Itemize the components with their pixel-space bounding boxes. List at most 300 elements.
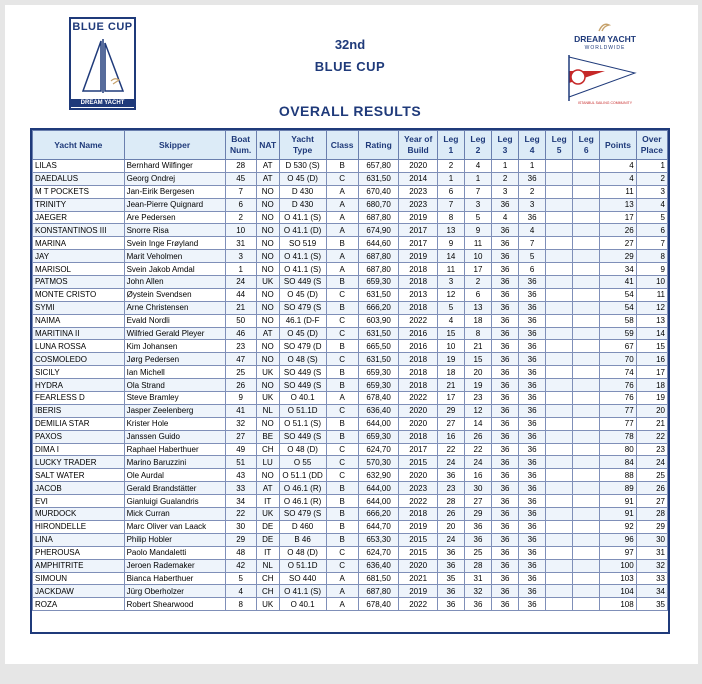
cell-leg-6 <box>573 185 600 198</box>
cell-nat: LU <box>256 456 279 469</box>
cell-yacht-name: JAY <box>33 250 125 263</box>
results-title: OVERALL RESULTS <box>278 103 422 119</box>
cell-leg-3: 36 <box>492 379 519 392</box>
cell-nat: NO <box>256 250 279 263</box>
cell-yacht-name: SICILY <box>33 366 125 379</box>
column-header-leg-2: Leg 2 <box>464 131 491 160</box>
cell-year-of-build: 2023 <box>399 198 438 211</box>
cell-boat-num: 47 <box>225 353 256 366</box>
column-header-rating: Rating <box>358 131 399 160</box>
cell-yacht-type: SO 519 <box>279 237 326 250</box>
brand-name: DREAM YACHT <box>574 34 636 44</box>
cell-leg-6 <box>573 237 600 250</box>
table-row <box>33 172 668 185</box>
cell-leg-5 <box>546 392 573 405</box>
cell-points: 91 <box>600 495 636 508</box>
cell-yacht-name: DEMILIA STAR <box>33 417 125 430</box>
cell-overall-place: 32 <box>636 559 667 572</box>
cell-class: B <box>326 495 358 508</box>
cell-nat: NO <box>256 185 279 198</box>
cell-yacht-type: O 46.1 (R) <box>279 482 326 495</box>
cell-yacht-name: HYDRA <box>33 379 125 392</box>
dream-yacht-logo <box>565 20 645 106</box>
cell-points: 4 <box>600 160 636 173</box>
cell-leg-3: 36 <box>492 366 519 379</box>
cell-leg-4: 36 <box>519 301 546 314</box>
table-row <box>33 520 668 533</box>
brand-sub: WORLDWIDE <box>584 45 626 51</box>
cell-leg-6 <box>573 430 600 443</box>
cell-nat: NO <box>256 198 279 211</box>
cell-yacht-name: JAEGER <box>33 211 125 224</box>
cell-boat-num: 25 <box>225 366 256 379</box>
cell-leg-4: 36 <box>519 572 546 585</box>
cell-yacht-name: JACKDAW <box>33 585 125 598</box>
cell-leg-4: 36 <box>519 366 546 379</box>
cell-yacht-name: SIMOUN <box>33 572 125 585</box>
cell-leg-3: 2 <box>492 172 519 185</box>
cell-leg-1: 26 <box>437 508 464 521</box>
cell-leg-6 <box>573 482 600 495</box>
cell-skipper: Arne Christensen <box>124 301 225 314</box>
cell-year-of-build: 2018 <box>399 379 438 392</box>
cell-year-of-build: 2020 <box>399 559 438 572</box>
table-header-row <box>33 131 668 160</box>
cell-yacht-type: O 51.1D <box>279 559 326 572</box>
cell-year-of-build: 2019 <box>399 250 438 263</box>
cell-points: 104 <box>600 585 636 598</box>
cell-class: B <box>326 482 358 495</box>
cell-yacht-name: MARISOL <box>33 263 125 276</box>
cell-leg-1: 18 <box>437 366 464 379</box>
logo-caption: ISTANBUL SAILING COMMUNITY <box>577 101 633 105</box>
cell-leg-3: 36 <box>492 456 519 469</box>
cell-overall-place: 3 <box>636 185 667 198</box>
cell-overall-place: 26 <box>636 482 667 495</box>
cell-leg-6 <box>573 224 600 237</box>
cell-nat: NO <box>256 263 279 276</box>
cell-nat: AT <box>256 482 279 495</box>
cell-skipper: Jürg Oberholzer <box>124 585 225 598</box>
cell-nat: UK <box>256 598 279 611</box>
cell-overall-place: 24 <box>636 456 667 469</box>
cell-leg-1: 3 <box>437 276 464 289</box>
cell-yacht-type: O 45 (D) <box>279 327 326 340</box>
cell-leg-3: 3 <box>492 185 519 198</box>
cell-leg-1: 5 <box>437 301 464 314</box>
cell-overall-place: 25 <box>636 469 667 482</box>
table-row <box>33 456 668 469</box>
cell-overall-place: 20 <box>636 404 667 417</box>
table-row <box>33 314 668 327</box>
cell-yacht-type: D 460 <box>279 520 326 533</box>
cell-skipper: Jeroen Rademaker <box>124 559 225 572</box>
cell-points: 29 <box>600 250 636 263</box>
cell-yacht-type: O 45 (D) <box>279 172 326 185</box>
cell-class: B <box>326 379 358 392</box>
cell-boat-num: 41 <box>225 404 256 417</box>
cell-boat-num: 8 <box>225 598 256 611</box>
cell-leg-2: 9 <box>464 224 491 237</box>
cell-leg-4: 36 <box>519 404 546 417</box>
cell-leg-2: 11 <box>464 237 491 250</box>
cell-leg-1: 6 <box>437 185 464 198</box>
cell-skipper: Wilfried Gerald Pleyer <box>124 327 225 340</box>
cell-year-of-build: 2018 <box>399 430 438 443</box>
cell-nat: NO <box>256 353 279 366</box>
cell-leg-5 <box>546 353 573 366</box>
cell-points: 58 <box>600 314 636 327</box>
cell-nat: NO <box>256 301 279 314</box>
cell-class: A <box>326 224 358 237</box>
cell-leg-5 <box>546 572 573 585</box>
cell-nat: AT <box>256 160 279 173</box>
cell-boat-num: 51 <box>225 456 256 469</box>
cell-boat-num: 49 <box>225 443 256 456</box>
cell-skipper: Georg Ondrej <box>124 172 225 185</box>
cell-leg-5 <box>546 379 573 392</box>
cell-yacht-type: SO 449 (S <box>279 379 326 392</box>
cell-yacht-name: PHEROUSA <box>33 546 125 559</box>
cell-leg-4: 36 <box>519 559 546 572</box>
cell-nat: BE <box>256 430 279 443</box>
table-row <box>33 508 668 521</box>
cell-yacht-name: MARINA <box>33 237 125 250</box>
cell-yacht-type: D 430 <box>279 185 326 198</box>
cell-leg-6 <box>573 288 600 301</box>
cell-overall-place: 31 <box>636 546 667 559</box>
cell-boat-num: 30 <box>225 520 256 533</box>
cell-yacht-type: SO 479 (S <box>279 301 326 314</box>
cell-yacht-name: LUCKY TRADER <box>33 456 125 469</box>
cell-points: 34 <box>600 263 636 276</box>
cell-leg-6 <box>573 520 600 533</box>
cell-leg-3: 36 <box>492 533 519 546</box>
cell-yacht-type: O 46.1 (R) <box>279 495 326 508</box>
cell-points: 67 <box>600 340 636 353</box>
cell-leg-5 <box>546 185 573 198</box>
cell-leg-2: 18 <box>464 314 491 327</box>
column-header-boat-num: Boat Num. <box>225 131 256 160</box>
table-row <box>33 443 668 456</box>
cell-leg-6 <box>573 598 600 611</box>
cell-yacht-type: O 55 <box>279 456 326 469</box>
cell-class: B <box>326 520 358 533</box>
cell-leg-5 <box>546 211 573 224</box>
cell-boat-num: 44 <box>225 288 256 301</box>
cell-nat: NL <box>256 559 279 572</box>
cell-leg-1: 9 <box>437 237 464 250</box>
cell-leg-4: 36 <box>519 482 546 495</box>
cell-yacht-name: DAEDALUS <box>33 172 125 185</box>
cell-yacht-type: SO 479 (S <box>279 508 326 521</box>
table-row <box>33 340 668 353</box>
cell-year-of-build: 2021 <box>399 572 438 585</box>
cell-nat: UK <box>256 392 279 405</box>
cell-leg-3: 36 <box>492 250 519 263</box>
cell-boat-num: 33 <box>225 482 256 495</box>
cell-nat: IT <box>256 546 279 559</box>
cell-boat-num: 1 <box>225 263 256 276</box>
cell-skipper: Jan-Eirik Bergesen <box>124 185 225 198</box>
cell-leg-2: 32 <box>464 585 491 598</box>
cell-leg-3: 36 <box>492 237 519 250</box>
cell-skipper: Mick Curran <box>124 508 225 521</box>
cell-points: 4 <box>600 172 636 185</box>
cell-leg-4: 36 <box>519 379 546 392</box>
cell-yacht-type: O 41.1 (D) <box>279 224 326 237</box>
cell-nat: AT <box>256 172 279 185</box>
cell-overall-place: 11 <box>636 288 667 301</box>
cell-class: B <box>326 160 358 173</box>
cell-rating: 624,70 <box>358 546 399 559</box>
column-header-points: Points <box>600 131 636 160</box>
cell-leg-3: 36 <box>492 198 519 211</box>
cell-leg-5 <box>546 301 573 314</box>
cell-leg-3: 36 <box>492 417 519 430</box>
table-row <box>33 250 668 263</box>
cell-leg-2: 31 <box>464 572 491 585</box>
cell-skipper: Philip Hobler <box>124 533 225 546</box>
cell-leg-6 <box>573 508 600 521</box>
cell-leg-3: 36 <box>492 559 519 572</box>
cell-leg-1: 14 <box>437 250 464 263</box>
cell-overall-place: 34 <box>636 585 667 598</box>
cell-overall-place: 6 <box>636 224 667 237</box>
cell-overall-place: 23 <box>636 443 667 456</box>
cell-leg-1: 36 <box>437 559 464 572</box>
cell-leg-1: 19 <box>437 353 464 366</box>
cell-class: A <box>326 598 358 611</box>
cell-leg-5 <box>546 533 573 546</box>
table-row <box>33 366 668 379</box>
cell-yacht-type: O 40.1 <box>279 598 326 611</box>
cell-leg-3: 36 <box>492 301 519 314</box>
cell-leg-4: 36 <box>519 392 546 405</box>
cell-leg-4: 36 <box>519 327 546 340</box>
cell-year-of-build: 2015 <box>399 456 438 469</box>
cell-nat: UK <box>256 366 279 379</box>
window-edge-right <box>698 0 702 684</box>
cell-yacht-name: JACOB <box>33 482 125 495</box>
cell-boat-num: 5 <box>225 572 256 585</box>
cell-yacht-type: SO 440 <box>279 572 326 585</box>
cell-points: 13 <box>600 198 636 211</box>
cell-leg-6 <box>573 211 600 224</box>
cell-leg-2: 36 <box>464 520 491 533</box>
cell-yacht-name: EVI <box>33 495 125 508</box>
cell-leg-2: 23 <box>464 392 491 405</box>
cell-rating: 687,80 <box>358 211 399 224</box>
cell-rating: 644,00 <box>358 482 399 495</box>
cell-leg-6 <box>573 314 600 327</box>
cell-yacht-type: D 530 (S) <box>279 160 326 173</box>
cell-overall-place: 16 <box>636 353 667 366</box>
cell-skipper: Kim Johansen <box>124 340 225 353</box>
cell-year-of-build: 2022 <box>399 495 438 508</box>
cell-leg-4: 36 <box>519 520 546 533</box>
cell-yacht-type: 46.1 (D-F <box>279 314 326 327</box>
cell-leg-1: 11 <box>437 263 464 276</box>
cell-leg-5 <box>546 495 573 508</box>
column-header-yacht-type: Yacht Type <box>279 131 326 160</box>
cell-yacht-name: NAIMA <box>33 314 125 327</box>
cell-leg-3: 36 <box>492 585 519 598</box>
cell-overall-place: 7 <box>636 237 667 250</box>
cell-leg-1: 21 <box>437 379 464 392</box>
cell-points: 103 <box>600 572 636 585</box>
cell-rating: 653,30 <box>358 533 399 546</box>
cell-leg-3: 36 <box>492 495 519 508</box>
table-row <box>33 430 668 443</box>
cell-leg-3: 36 <box>492 430 519 443</box>
cell-boat-num: 28 <box>225 160 256 173</box>
table-row <box>33 495 668 508</box>
cell-leg-2: 6 <box>464 288 491 301</box>
cell-year-of-build: 2019 <box>399 520 438 533</box>
cell-yacht-name: DIMA I <box>33 443 125 456</box>
cell-rating: 632,90 <box>358 469 399 482</box>
cell-leg-4: 36 <box>519 211 546 224</box>
cell-boat-num: 31 <box>225 237 256 250</box>
column-header-class: Class <box>326 131 358 160</box>
cell-points: 41 <box>600 276 636 289</box>
cell-nat: NO <box>256 469 279 482</box>
cell-leg-1: 20 <box>437 520 464 533</box>
results-table <box>32 130 668 611</box>
cell-rating: 687,80 <box>358 263 399 276</box>
cell-leg-5 <box>546 430 573 443</box>
cell-yacht-type: O 51.1D <box>279 404 326 417</box>
cell-class: B <box>326 366 358 379</box>
column-header-yacht-name: Yacht Name <box>33 131 125 160</box>
cell-leg-2: 15 <box>464 353 491 366</box>
cell-points: 96 <box>600 533 636 546</box>
cell-leg-6 <box>573 443 600 456</box>
cell-leg-2: 36 <box>464 598 491 611</box>
cell-overall-place: 2 <box>636 172 667 185</box>
cell-class: C <box>326 314 358 327</box>
cell-nat: NO <box>256 237 279 250</box>
cell-leg-1: 35 <box>437 572 464 585</box>
cell-points: 80 <box>600 443 636 456</box>
cell-leg-6 <box>573 301 600 314</box>
cell-yacht-name: LILAS <box>33 160 125 173</box>
cell-leg-5 <box>546 443 573 456</box>
cell-leg-1: 10 <box>437 340 464 353</box>
cell-skipper: Ian Michell <box>124 366 225 379</box>
cell-leg-4: 36 <box>519 456 546 469</box>
cell-boat-num: 50 <box>225 314 256 327</box>
cell-nat: NO <box>256 314 279 327</box>
cell-class: A <box>326 185 358 198</box>
cell-class: A <box>326 585 358 598</box>
cell-nat: NL <box>256 404 279 417</box>
cell-points: 84 <box>600 456 636 469</box>
cell-leg-3: 36 <box>492 392 519 405</box>
cell-year-of-build: 2018 <box>399 366 438 379</box>
cell-leg-2: 13 <box>464 301 491 314</box>
cell-leg-2: 7 <box>464 185 491 198</box>
cell-leg-4: 36 <box>519 598 546 611</box>
cell-leg-3: 36 <box>492 469 519 482</box>
cell-year-of-build: 2022 <box>399 392 438 405</box>
cell-yacht-name: IBERIS <box>33 404 125 417</box>
cell-leg-3: 36 <box>492 520 519 533</box>
cell-leg-6 <box>573 160 600 173</box>
cell-yacht-type: D 430 <box>279 198 326 211</box>
cell-skipper: Paolo Mandaletti <box>124 546 225 559</box>
cell-rating: 636,40 <box>358 559 399 572</box>
cell-nat: NO <box>256 211 279 224</box>
cell-overall-place: 14 <box>636 327 667 340</box>
cell-leg-6 <box>573 392 600 405</box>
cell-rating: 631,50 <box>358 172 399 185</box>
cell-overall-place: 1 <box>636 160 667 173</box>
cell-yacht-name: PAXOS <box>33 430 125 443</box>
cell-leg-3: 36 <box>492 443 519 456</box>
cell-rating: 674,90 <box>358 224 399 237</box>
cell-year-of-build: 2020 <box>399 469 438 482</box>
cell-yacht-name: MURDOCK <box>33 508 125 521</box>
cell-overall-place: 22 <box>636 430 667 443</box>
cell-leg-2: 22 <box>464 443 491 456</box>
table-body <box>33 160 668 611</box>
cell-leg-4: 36 <box>519 276 546 289</box>
cell-class: C <box>326 327 358 340</box>
cell-yacht-name: SALT WATER <box>33 469 125 482</box>
cell-points: 27 <box>600 237 636 250</box>
cell-leg-2: 16 <box>464 469 491 482</box>
cell-leg-2: 25 <box>464 546 491 559</box>
table-row <box>33 546 668 559</box>
cell-overall-place: 4 <box>636 198 667 211</box>
cell-year-of-build: 2022 <box>399 598 438 611</box>
cell-leg-6 <box>573 533 600 546</box>
cell-rating: 631,50 <box>358 353 399 366</box>
cell-points: 74 <box>600 366 636 379</box>
column-header-leg-4: Leg 4 <box>519 131 546 160</box>
cell-leg-2: 36 <box>464 533 491 546</box>
column-header-nat: NAT <box>256 131 279 160</box>
table-row <box>33 392 668 405</box>
cell-points: 92 <box>600 520 636 533</box>
cell-overall-place: 9 <box>636 263 667 276</box>
cell-year-of-build: 2018 <box>399 508 438 521</box>
cell-points: 91 <box>600 508 636 521</box>
cell-class: C <box>326 288 358 301</box>
cell-points: 78 <box>600 430 636 443</box>
cell-leg-1: 4 <box>437 314 464 327</box>
cell-rating: 631,50 <box>358 288 399 301</box>
cell-points: 89 <box>600 482 636 495</box>
cell-year-of-build: 2013 <box>399 288 438 301</box>
cell-boat-num: 24 <box>225 276 256 289</box>
cell-leg-3: 36 <box>492 353 519 366</box>
cell-class: C <box>326 353 358 366</box>
cell-overall-place: 10 <box>636 276 667 289</box>
cell-leg-6 <box>573 366 600 379</box>
cell-leg-3: 36 <box>492 482 519 495</box>
cell-leg-3: 36 <box>492 276 519 289</box>
cell-leg-3: 36 <box>492 327 519 340</box>
cell-rating: 670,40 <box>358 185 399 198</box>
cell-skipper: Jasper Zeelenberg <box>124 404 225 417</box>
cell-leg-2: 1 <box>464 172 491 185</box>
cell-leg-6 <box>573 404 600 417</box>
cell-leg-5 <box>546 276 573 289</box>
cell-rating: 687,80 <box>358 250 399 263</box>
